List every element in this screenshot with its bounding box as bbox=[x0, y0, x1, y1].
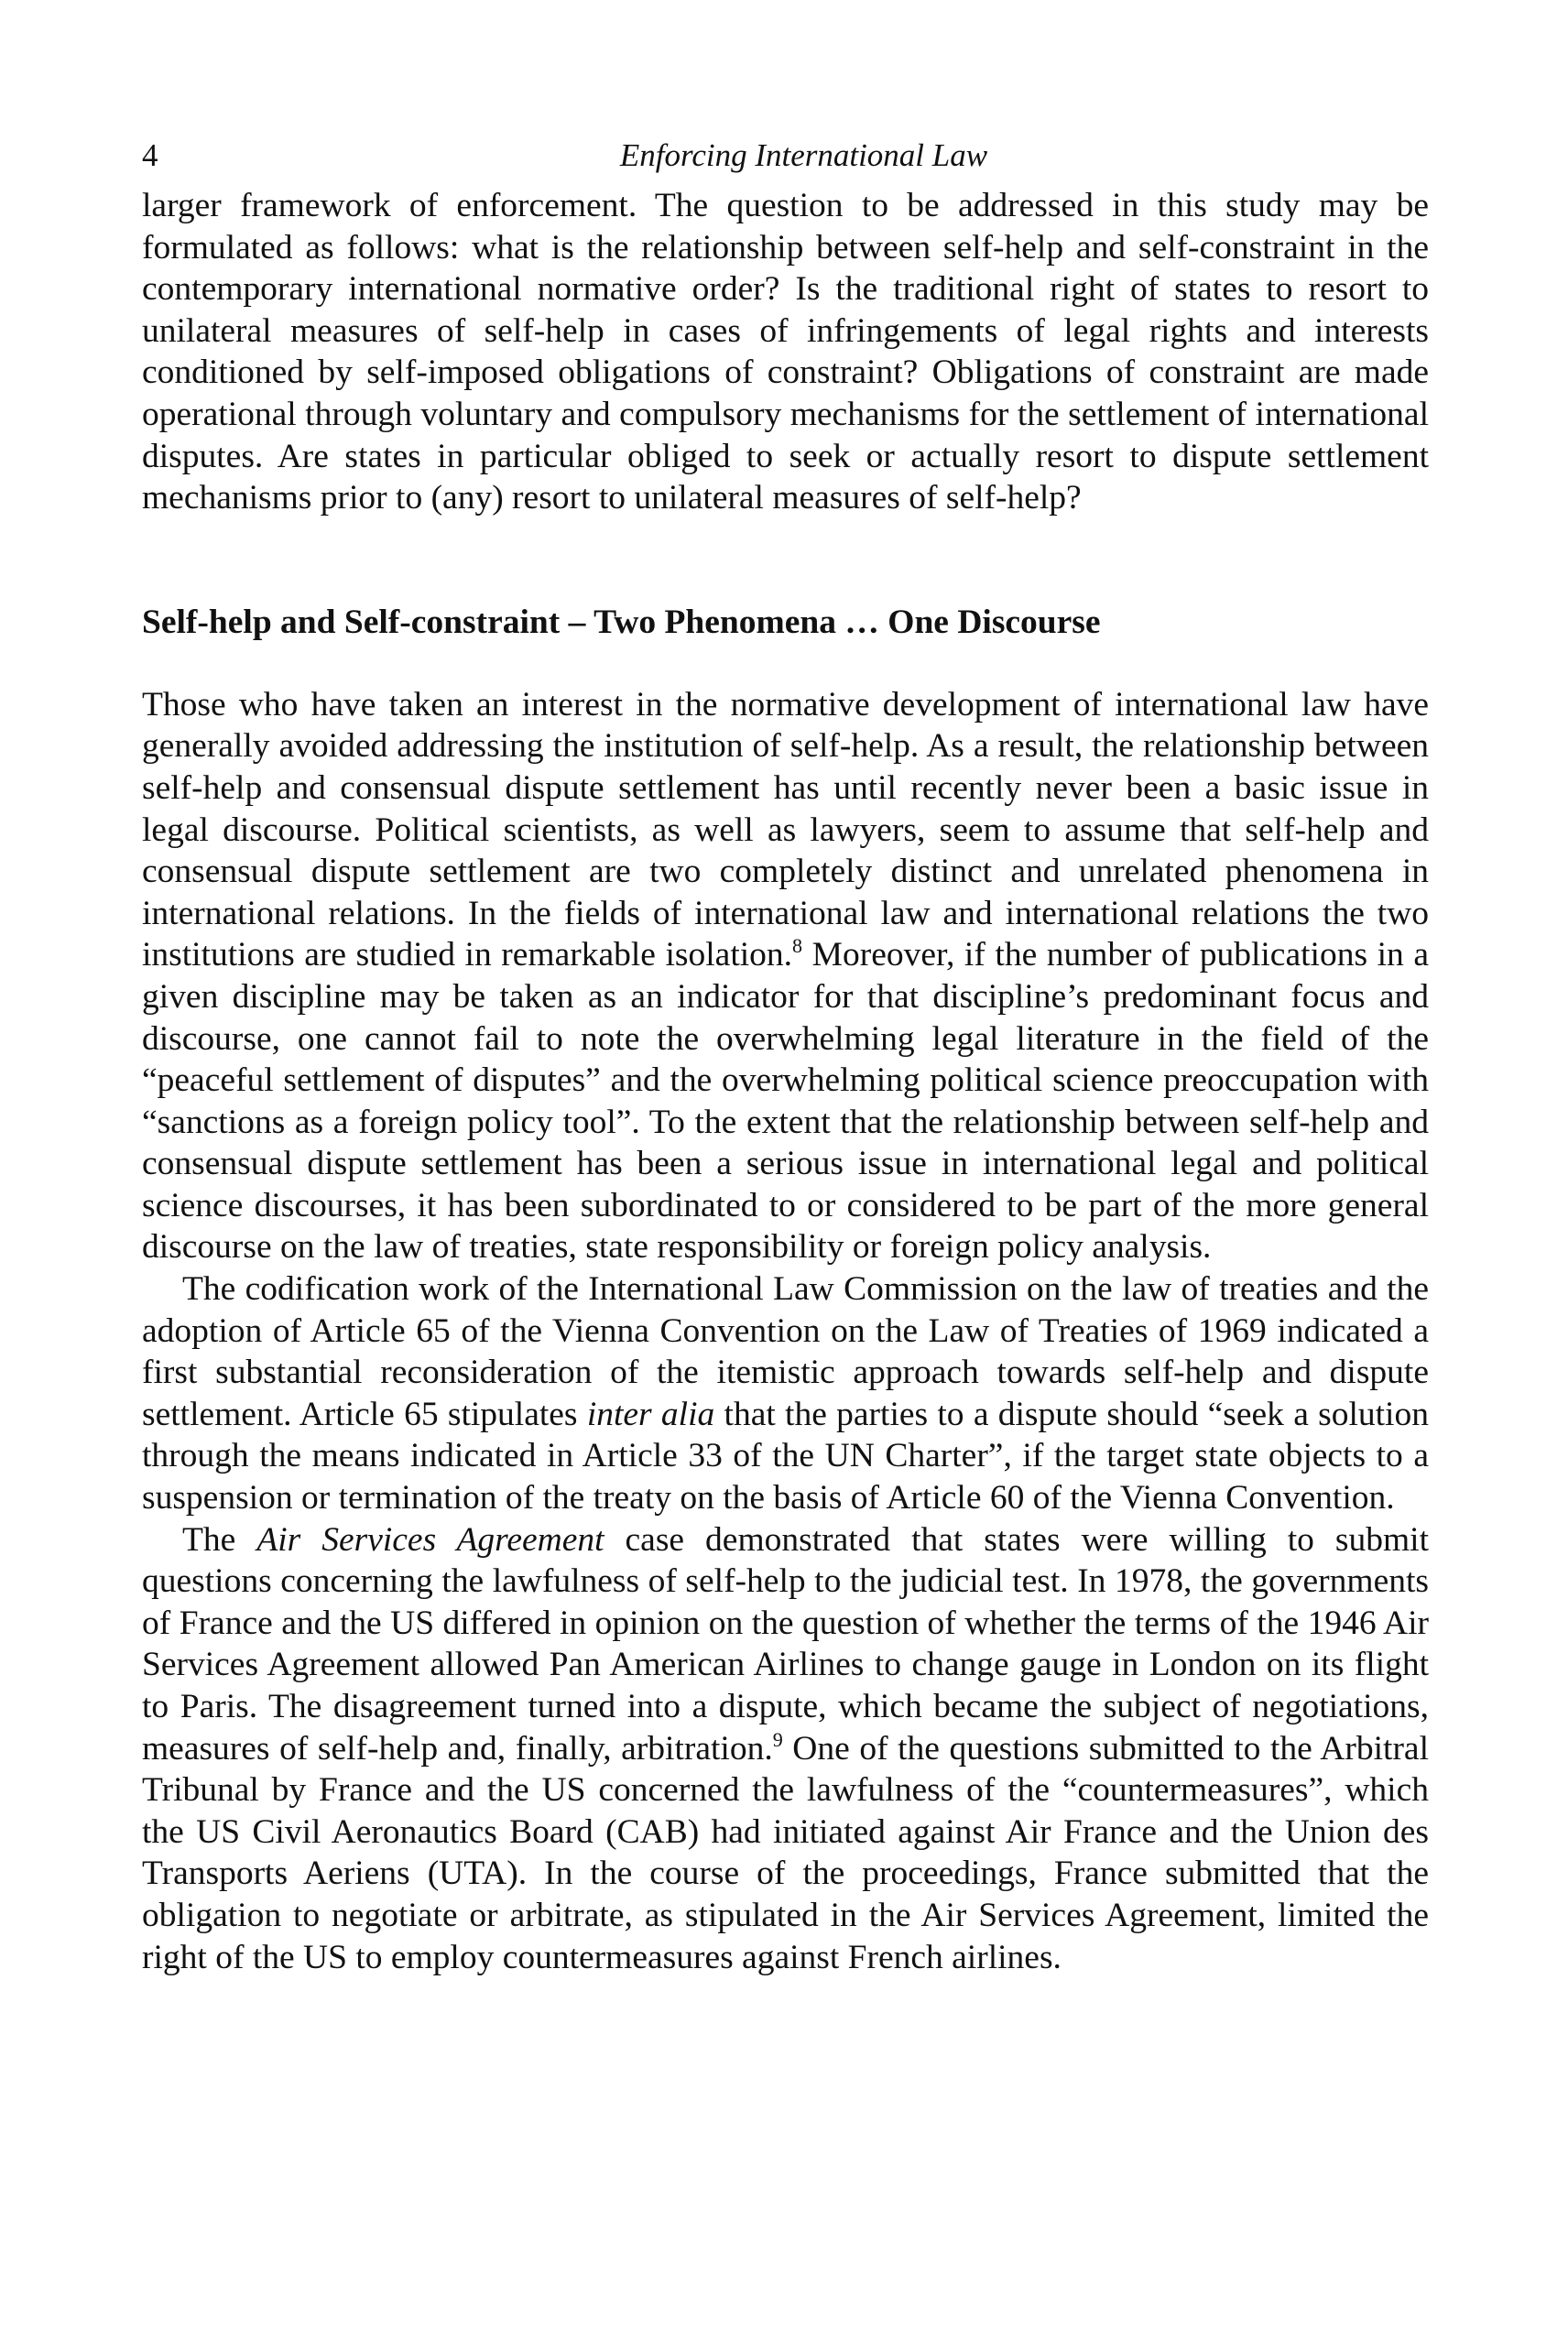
body-text bbox=[142, 185, 1429, 1978]
paragraph-text: case demonstrated that states were willing to submit questions concerning the lawfulness of self-help to the judicial test. In 1978, the governments of France and the US differed in opinion on the question of whether the terms of the 1946 Air Services Agreement allowed Pan American Airlines to change gauge in London on its flight to Paris. The disagreement turned into a dispute, which became the subject of negotiations, measures of self-help and, finally, arbitration. bbox=[142, 1520, 1429, 1768]
paragraph-text: The codification work of the International Law Commission on the law of treaties and the adoption of Article 65 of the Vienna Convention on the Law of Treaties of 1969 indicated a first substantial reconsideration of the itemistic approach towards self-help and dispute settlement. Article 65 stipulates bbox=[142, 1270, 1429, 1433]
case-name: Air Services Agreement bbox=[256, 1520, 604, 1559]
paragraph-vienna-convention bbox=[142, 1268, 1429, 1519]
running-head bbox=[142, 128, 1429, 183]
running-title: Enforcing International Law bbox=[619, 137, 988, 173]
paragraph-text: Moreover, if the number of publications in a given discipline may be taken as an indicator for that discipline’s predominant focus and discourse, one cannot fail to note the overwhelming legal literature in the field of the “peaceful settlement of disputes” and the overwhelming political science preoccupation with “sanctions as a foreign policy tool”. To the extent that the relationship between self-help and consensual dispute settlement has been a serious issue in international legal and political science discourses, it has been subordinated to or considered to be part of the more general discourse on the law of treaties, state responsibility or foreign policy analysis. bbox=[142, 936, 1429, 1267]
paragraph-self-help-discourse bbox=[142, 684, 1429, 1268]
section-heading: Self-help and Self-constraint – Two Phenomena … One Discourse bbox=[142, 603, 1101, 641]
footnote-marker-8[interactable]: 8 bbox=[792, 934, 803, 958]
page-number: 4 bbox=[142, 137, 158, 173]
footnote-marker-9[interactable]: 9 bbox=[772, 1727, 783, 1751]
paragraph-intro-continued bbox=[142, 185, 1429, 519]
italic-term: inter alia bbox=[586, 1395, 715, 1433]
paragraph-text: The bbox=[182, 1520, 257, 1559]
paragraph-text: One of the questions submitted to the Arbitral Tribunal by France and the US concerned the lawfulness of the “countermeasures”, which the US Civil Aeronautics Board (CAB) had initiated against Air France and the Union des Transports Aeriens (UTA). In the course of the proceedings, France submitted that the obligation to negotiate or arbitrate, as stipulated in the Air Services Agreement, limited the right of the US to employ countermeasures against French airlines. bbox=[142, 1729, 1429, 1976]
paragraph-text: that the parties to a dispute should “seek a solution through the means indicated in Article 33 of the UN Charter”, if the target state objects to a suspension or termination of the treaty on the basis of Article 60 of the Vienna Convention. bbox=[142, 1395, 1429, 1518]
paragraph-air-services bbox=[142, 1519, 1429, 1979]
paragraph-text: Those who have taken an interest in the normative development of international law have generally avoided addressing the institution of self-help. As a result, the relationship between self-help and consensual dispute settlement has until recently never been a basic issue in legal discourse. Political scientists, as well as lawyers, seem to assume that self-help and consensual dispute settlement are two completely distinct and unrelated phenomena in international relations. In the fields of international law and international relations the two institutions are studied in remarkable isolation. bbox=[142, 685, 1429, 974]
paragraph-text: larger framework of enforcement. The question to be addressed in this study may be formulated as follows: what is the relationship between self-help and self-constraint in the contemporary international normative order? Is the traditional right of states to resort to unilateral measures of self-help in cases of infringements of legal rights and interests conditioned by self-imposed obligations of constraint? Obligations of constraint are made operational through voluntary and compulsory mechanisms for the settlement of international disputes. Are states in particular obliged to seek or actually resort to dispute settlement mechanisms prior to (any) resort to unilateral measures of self-help? bbox=[142, 187, 1429, 517]
book-page bbox=[142, 128, 1429, 1978]
